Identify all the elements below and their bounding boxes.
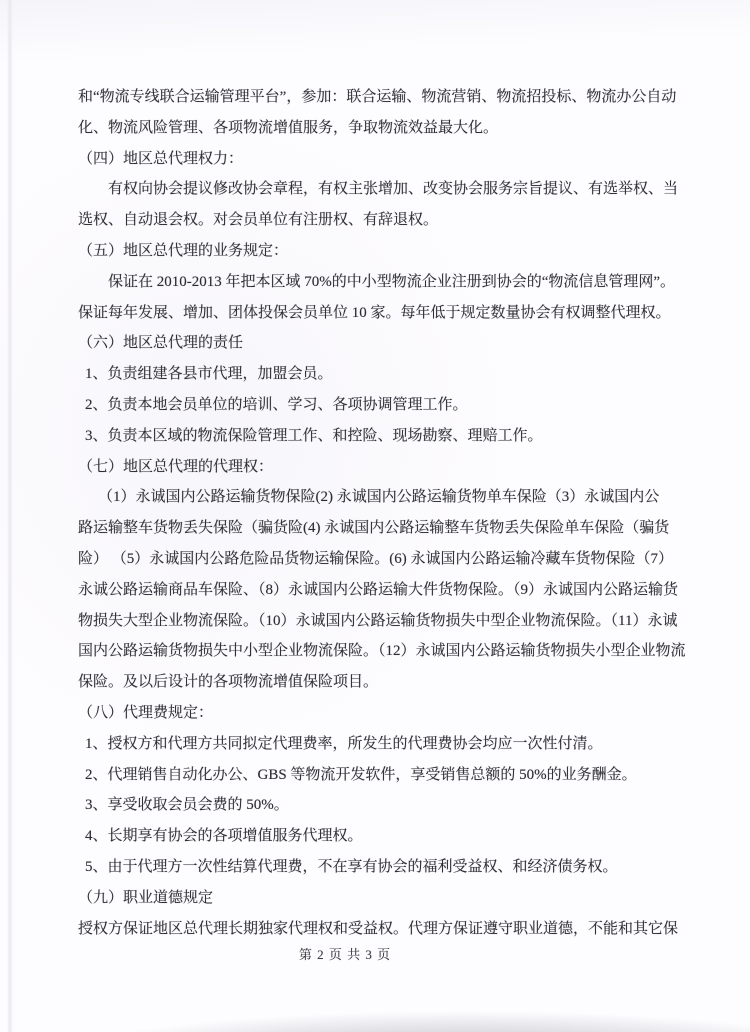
text-line: 永诚公路运输商品车保险、（8）永诚国内公路运输大件货物保险。（9）永诚国内公路运输货 [78, 581, 679, 598]
text-line: 险） （5）永诚国内公路危险品货物运输保险。(6) 永诚国内公路运输冷藏车货物保险（7） [78, 550, 673, 567]
text-line: （1）永诚国内公路运输货物保险(2) 永诚国内公路运输货物单车保险（3）永诚国内公 [98, 489, 660, 506]
section-heading: （六）地区总代理的责任 [78, 335, 244, 352]
numbered-clause: 2、代理销售自动化办公、GBS 等物流开发软件，享受销售总额的 50%的业务酬金。 [85, 766, 637, 783]
bottom-scan-shadow [0, 998, 750, 1032]
text-line: 保证每年发展、增加、团体投保会员单位 10 家。每年低于规定数量协会有权调整代理权。 [78, 304, 671, 321]
text-line: 保证在 2010-2013 年把本区域 70%的中小型物流企业注册到协会的“物流信息管理网”。 [108, 273, 676, 290]
text-line: 授权方保证地区总代理长期独家代理权和受益权。代理方保证遵守职业道德，不能和其它保 [78, 920, 679, 937]
numbered-clause: 5、由于代理方一次性结算代理费，不在享有协会的福利受益权、和经济债务权。 [85, 858, 618, 875]
page-footer: 第 2 页 共 3 页 [298, 947, 392, 962]
numbered-clause: 1、负责组建各县市代理，加盟会员。 [85, 366, 333, 383]
section-heading: （八）代理费规定： [78, 704, 214, 721]
text-line: 化、物流风险管理、各项物流增值服务，争取物流效益最大化。 [78, 119, 499, 136]
section-heading: （四）地区总代理权力： [78, 150, 244, 167]
text-line: 有权向协会提议修改协会章程，有权主张增加、改变协会服务宗旨提议、有选举权、当 [108, 181, 679, 198]
text-line: 保险。及以后设计的各项物流增值保险项目。 [78, 674, 379, 691]
numbered-clause: 3、负责本区域的物流保险管理工作、和控险、现场勘察、理赔工作。 [85, 427, 543, 444]
text-line: 和“物流专线联合运输管理平台”，参加：联合运输、物流营销、物流招投标、物流办公自动 [78, 89, 677, 105]
numbered-clause: 2、负责本地会员单位的培训、学习、各项协调管理工作。 [85, 396, 468, 413]
section-heading: （五）地区总代理的业务规定： [78, 242, 289, 259]
section-heading: （九）职业道德规定 [78, 889, 214, 906]
text-line: 国内公路运输货物损失中小型企业物流保险。（12）永诚国内公路运输货物损失小型企业物流 [78, 643, 686, 660]
numbered-clause: 3、享受收取会员会费的 50%。 [85, 797, 289, 814]
section-heading: （七）地区总代理的代理权： [78, 458, 274, 475]
text-line: 选权、自动退会权。对会员单位有注册权、有辞退权。 [78, 212, 439, 229]
text-line: 物损失大型企业物流保险。（10）永诚国内公路运输货物损失中型企业物流保险。（11）永诚 [78, 612, 678, 629]
document-body [78, 82, 694, 944]
text-line: 路运输整车货物丢失保险（骗货险(4) 永诚国内公路运输整车货物丢失保险单车保险（骗货 [78, 520, 670, 537]
paper-left-edge-line [7, 0, 13, 1032]
numbered-clause: 4、长期享有协会的各项增值服务代理权。 [85, 828, 363, 845]
numbered-clause: 1、授权方和代理方共同拟定代理费率，所发生的代理费协会均应一次性付清。 [85, 735, 603, 752]
